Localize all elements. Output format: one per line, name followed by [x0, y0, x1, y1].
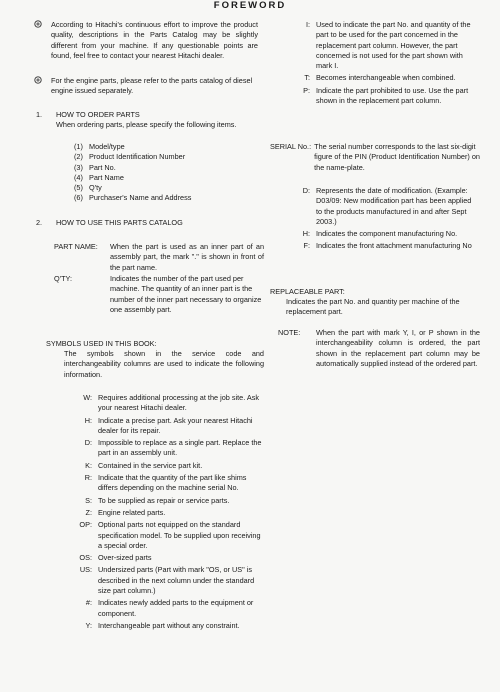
circle-bullet-icon [34, 20, 43, 29]
symbol-row: H: Indicate a precise part. Ask your nearest Hitachi dealer for its repair. [84, 415, 253, 435]
symbol-row: OP: Optional parts not equipped on the standard specification model. To be supplied upon receiving a special order. [79, 520, 261, 550]
replaceable-heading: REPLACEABLE PART: [270, 287, 345, 296]
list-item: (2) Product Identification Number [74, 152, 186, 162]
def-qty: Q'TY: Indicates the number of the part used per machine. The quantity of an inner part is the number of the inner part necessary to organize one assembly part. [54, 274, 262, 314]
note-quality [36, 20, 258, 61]
symbol-row: I: Used to indicate the part No. and quantity of the part to be used for the part concerned in the replacement part column. However, the part concerned is not used for the part shown with mark I. [305, 20, 471, 71]
list-item: (4) Part Name [74, 172, 124, 182]
symbol-row: US: Undersized parts (Part with mark "OS, or US" is described in the next column under the standard size part column.) [79, 565, 255, 596]
symbol-row: K: Contained in the service part kit. [85, 460, 203, 470]
note-engine-text: For the engine parts, please refer to the parts catalog of diesel engine issued separately. [51, 76, 253, 96]
order-items-list [74, 142, 264, 204]
symbol-row: H: Indicates the component manufacturing No. [302, 229, 458, 239]
list-item: (3) Part No. [74, 162, 116, 172]
symbols-list [70, 393, 264, 631]
symbol-row: Y: Interchangeable part without any constraint. [85, 620, 240, 630]
symbol-row: D: Impossible to replace as a single part. Replace the part in an assembly unit. [84, 438, 262, 458]
section2-number: 2. [36, 218, 43, 227]
symbol-row: R: Indicate that the quantity of the part like shims differs depending on the machine serial No. [84, 473, 247, 493]
section1-number: 1. [36, 110, 43, 119]
symbols-heading: SYMBOLS USED IN THIS BOOK: [46, 339, 157, 348]
def-part-name: PART NAME: When the part is used as an inner part of an assembly part, the mark "." is shown in front of the part name. [54, 242, 264, 272]
list-item: (6) Purchaser's Name and Address [74, 193, 192, 203]
section1-heading: HOW TO ORDER PARTS [56, 110, 140, 119]
symbol-row: W: Requires additional processing at the job site. Ask your nearest Hitachi dealer. [83, 393, 260, 413]
circle-bullet-icon [34, 76, 43, 85]
note-block: NOTE: When the part with mark Y, I, or P shown in the interchangeability column is ordered, the part shown in the replacement part column may be automatically supplied instead of the ordered part. [278, 328, 480, 368]
symbol-row: #: Indicates newly added parts to the equipment or component. [85, 598, 254, 618]
symbol-row: OS: Over-sized parts [79, 553, 152, 563]
symbols-intro: The symbols shown in the service code and interchangeability columns are used to indicate the following information. [64, 349, 264, 379]
right-symbols-list [282, 20, 478, 106]
section2-heading: HOW TO USE THIS PARTS CATALOG [56, 218, 183, 227]
serial-marks-list [282, 186, 478, 252]
symbol-row: S: To be supplied as repair or service parts. [85, 495, 230, 505]
page-title: FOREWORD [213, 0, 287, 11]
replaceable-text: Indicates the part No. and quantity per machine of the replacement part. [286, 297, 460, 317]
serial-number-def: SERIAL No.: The serial number corresponds to the last six-digit figure of the PIN (Product Identification Number) on the name-plate. [270, 142, 480, 172]
list-item: (1) Model/type [74, 142, 125, 151]
list-item: (5) Q'ty [74, 183, 102, 193]
note-engine [36, 76, 258, 97]
section1-intro: When ordering parts, please specify the following items. [56, 120, 237, 129]
symbol-row: Z: Engine related parts. [85, 507, 166, 517]
symbol-row: D: Represents the date of modification. (Example: D03/09: New modification part has been applied to the products manufactured in and after Sept 2003.) [302, 186, 472, 226]
symbol-row: F: Indicates the front attachment manufacturing No [303, 241, 472, 251]
symbol-row: P: Indicate the part prohibited to use. Use the part shown in the replacement part column. [303, 85, 469, 106]
note-quality-text: According to Hitachi's continuous effort to improve the product quality, descriptions in the Parts Catalog may be slightly different from your machine. If any questionable points are found, feel free to contact your nearest Hitachi dealer. [51, 20, 258, 60]
symbol-row: T: Becomes interchangeable when combined. [304, 73, 456, 83]
